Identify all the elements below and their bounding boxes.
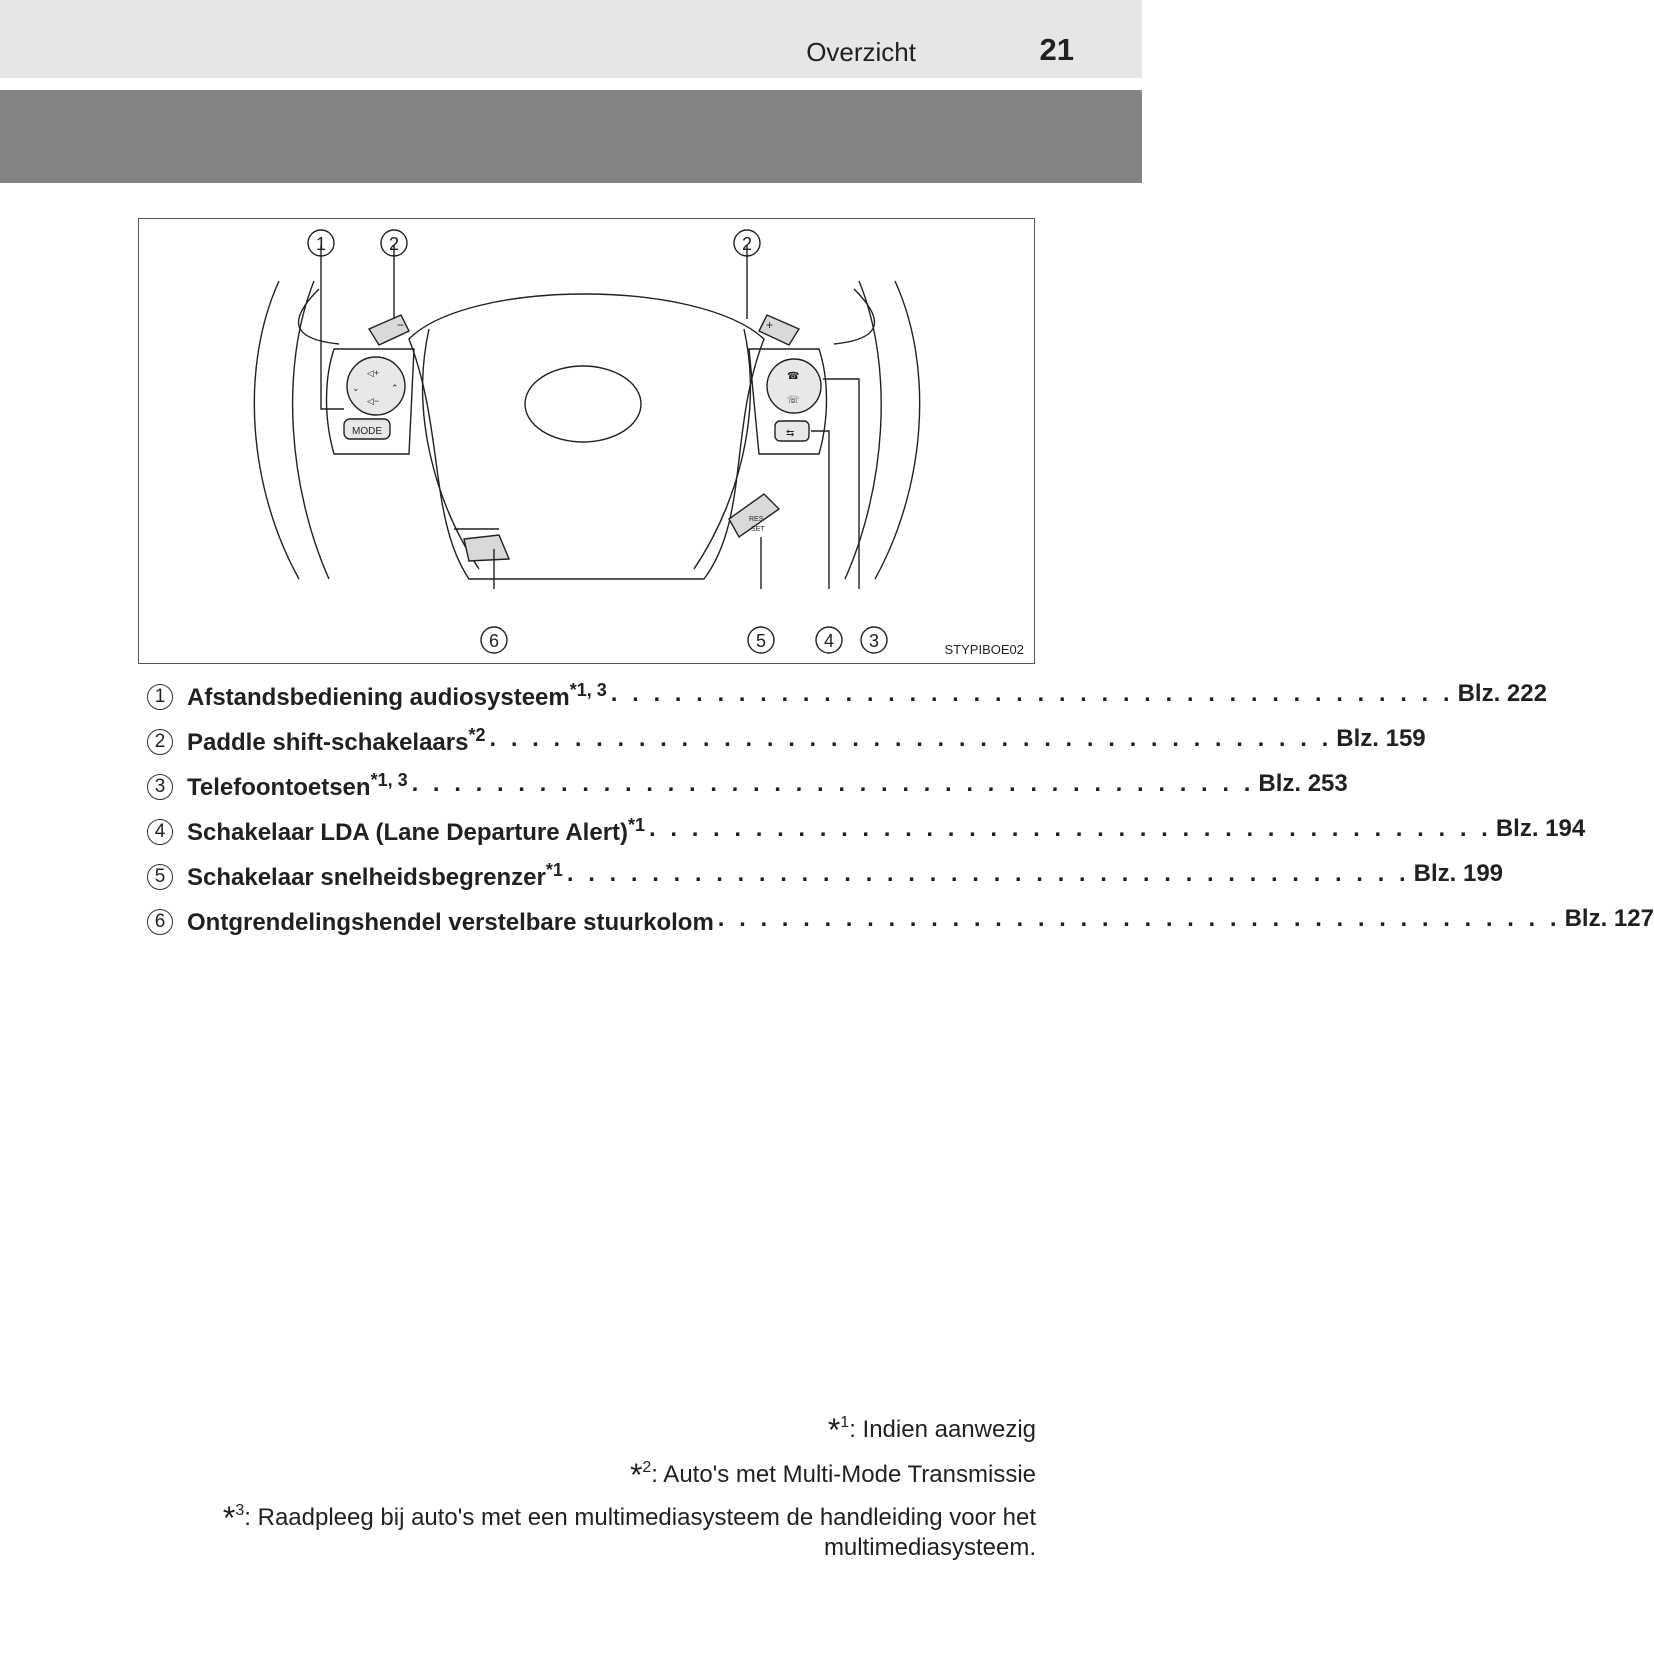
item-page-ref[interactable]: Blz. 253 bbox=[1258, 770, 1348, 797]
leader-dots: . . . . . . . . . . . . . . . . . . . . . . . . . . . . . . . . . . . . . . . . bbox=[717, 905, 1561, 932]
item-label: Schakelaar LDA (Lane Departure Alert)$^{*1}$ bbox=[187, 815, 646, 846]
mode-button-label: MODE bbox=[352, 426, 382, 437]
callout-3-label: 3 bbox=[868, 631, 880, 651]
item-footnote-ref: *1, 3 bbox=[370, 770, 408, 790]
steering-wheel-illustration bbox=[139, 219, 1036, 665]
list-item bbox=[147, 725, 1426, 770]
callout-6-label: 6 bbox=[488, 631, 500, 651]
wheel-rim-right bbox=[875, 281, 920, 579]
phone-off-hook-icon: ☎ bbox=[787, 371, 800, 382]
leader-dots: . . . . . . . . . . . . . . . . . . . . . . . . . . . . . . . . . . . . . . . . bbox=[649, 815, 1492, 842]
item-number: 2 bbox=[147, 729, 173, 755]
list-item bbox=[147, 815, 1586, 860]
page-number: 21 bbox=[1039, 32, 1074, 67]
list-item bbox=[147, 860, 1504, 905]
wheel-rim-right-inner bbox=[845, 281, 881, 579]
item-label: Ontgrendelingshendel verstelbare stuurkolom bbox=[187, 909, 714, 936]
callout-2a-label: 2 bbox=[388, 234, 400, 254]
wheel-hub bbox=[409, 294, 764, 579]
wheel-shoulder-left bbox=[299, 289, 339, 344]
callout-2b-label: 2 bbox=[741, 234, 753, 254]
res-label: RES bbox=[749, 516, 764, 523]
header-grey-bar bbox=[0, 90, 1142, 183]
item-page-ref[interactable]: Blz. 199 bbox=[1413, 860, 1504, 887]
center-emblem bbox=[525, 366, 641, 442]
item-number: 6 bbox=[147, 909, 173, 935]
header-band bbox=[0, 0, 1142, 78]
leader-1 bbox=[321, 245, 344, 409]
seek-down-icon: ⌄ bbox=[352, 383, 360, 393]
item-number: 4 bbox=[147, 819, 173, 845]
tilt-lever bbox=[464, 535, 509, 561]
leader-4 bbox=[811, 431, 829, 589]
wheel-shoulder-right bbox=[834, 289, 874, 344]
item-number: 5 bbox=[147, 864, 173, 890]
figure-code: STYPIBOE02 bbox=[944, 642, 1024, 657]
section-title: Overzicht bbox=[806, 37, 916, 67]
paddle-minus-sign: − bbox=[397, 318, 405, 332]
callout-4-label: 4 bbox=[823, 631, 835, 651]
item-page-ref[interactable]: Blz. 194 bbox=[1495, 815, 1586, 842]
paddle-plus bbox=[759, 315, 799, 345]
leader-dots: . . . . . . . . . . . . . . . . . . . . . . . . . . . . . . . . . . . . . . . . bbox=[610, 680, 1454, 707]
list-item bbox=[147, 680, 1547, 725]
volume-down-icon: ◁− bbox=[367, 396, 380, 406]
callout-1-label: 1 bbox=[315, 234, 327, 254]
steering-wheel-figure bbox=[138, 218, 1035, 664]
footnote-2: *$^2$: Auto's met Multi-Mode Transmissie bbox=[629, 1457, 1036, 1493]
item-footnote-ref: *1, 3 bbox=[569, 680, 607, 700]
leader-dots: . . . . . . . . . . . . . . . . . . . . . . . . . . . . . . . . . . . . . . . . bbox=[566, 860, 1410, 887]
leader-dots: . . . . . . . . . . . . . . . . . . . . . . . . . . . . . . . . . . . . . . . . bbox=[489, 725, 1333, 752]
set-label: SET bbox=[751, 526, 765, 533]
item-number: 3 bbox=[147, 774, 173, 800]
item-page-ref[interactable]: Blz. 159 bbox=[1336, 725, 1426, 752]
item-footnote-ref: *1 bbox=[545, 860, 563, 880]
item-label: Telefoontoetsen$^{*1, 3}$ bbox=[187, 770, 408, 801]
component-list bbox=[147, 680, 1654, 950]
item-footnote-ref: *2 bbox=[468, 725, 486, 745]
lda-icon: ⇆ bbox=[786, 428, 795, 439]
item-number: 1 bbox=[147, 684, 173, 710]
footnote-1: *$^1$: Indien aanwezig bbox=[827, 1412, 1036, 1448]
phone-on-hook-icon: ☏ bbox=[787, 395, 800, 406]
paddle-plus-sign: + bbox=[766, 318, 774, 332]
hub-edge-left bbox=[423, 329, 479, 569]
callout-5-label: 5 bbox=[755, 631, 767, 651]
item-label: Paddle shift-schakelaars$^{*2}$ bbox=[187, 725, 486, 756]
volume-up-icon: ◁+ bbox=[367, 368, 380, 378]
footnotes bbox=[136, 1404, 1036, 1563]
wheel-rim-left bbox=[254, 281, 299, 579]
wheel-rim-left-inner bbox=[293, 281, 329, 579]
item-label: Afstandsbediening audiosysteem$^{*1, 3}$ bbox=[187, 680, 607, 711]
list-item bbox=[147, 905, 1654, 950]
item-page-ref[interactable]: Blz. 222 bbox=[1457, 680, 1547, 707]
leader-dots: . . . . . . . . . . . . . . . . . . . . . . . . . . . . . . . . . . . . . . . . bbox=[411, 770, 1255, 797]
item-label: Schakelaar snelheidsbegrenzer$^{*1}$ bbox=[187, 860, 563, 891]
footnote-3: *$^3$: Raadpleeg bij auto's met een multimediasysteem de handleiding voor het multimediasysteem. bbox=[222, 1500, 1036, 1561]
seek-up-icon: ⌃ bbox=[391, 383, 399, 393]
item-page-ref[interactable]: Blz. 127 bbox=[1564, 905, 1654, 932]
item-footnote-ref: *1 bbox=[628, 815, 646, 835]
list-item bbox=[147, 770, 1348, 815]
